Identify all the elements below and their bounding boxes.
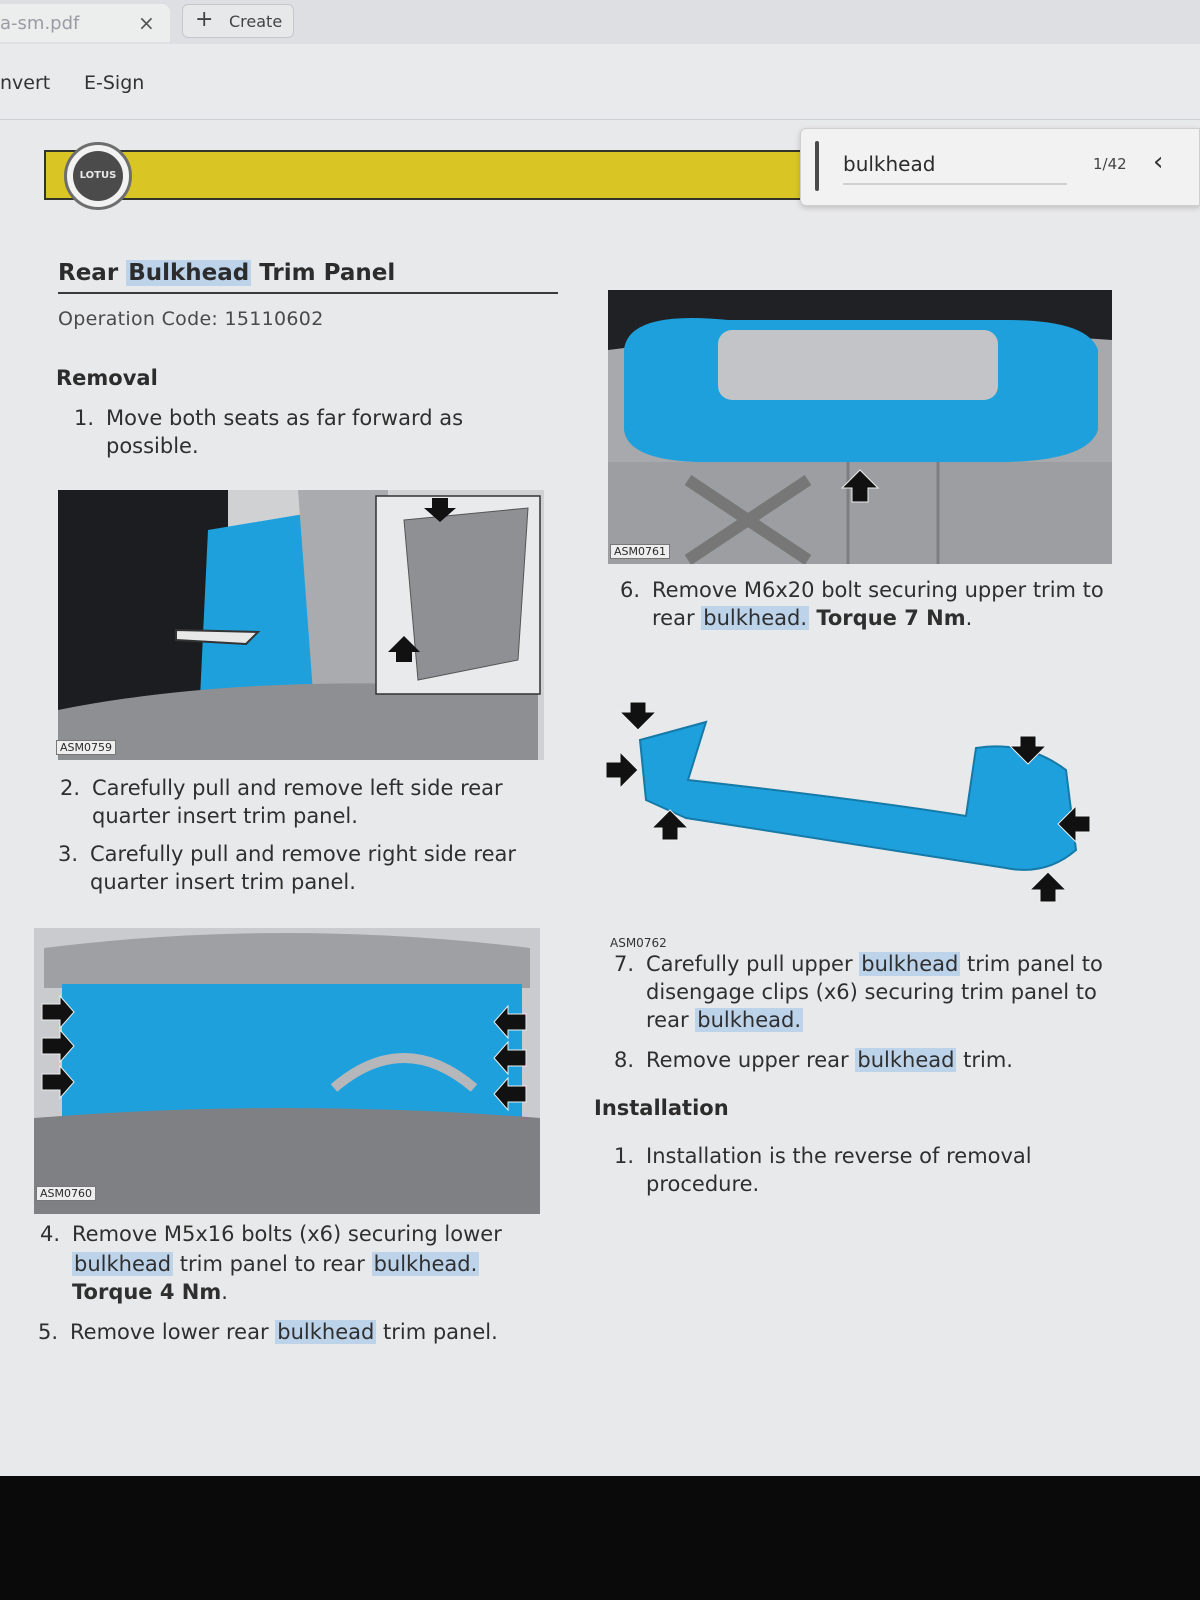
tab-document[interactable] bbox=[0, 4, 170, 42]
step-text: disengage clips (x6) securing trim panel to bbox=[646, 980, 1097, 1004]
installation-step-1 bbox=[614, 1142, 1174, 1202]
step-8 bbox=[614, 1046, 1174, 1076]
step-text-part: . bbox=[965, 606, 973, 630]
search-highlight: bulkhead. bbox=[697, 1008, 802, 1032]
step-number: 7. bbox=[614, 952, 635, 976]
close-icon[interactable]: × bbox=[138, 11, 155, 35]
plus-icon: + bbox=[195, 7, 214, 32]
search-highlight: bulkhead bbox=[857, 1048, 955, 1072]
step-text: Remove M5x16 bolts (x6) securing lower bbox=[72, 1222, 502, 1246]
step-text bbox=[646, 1046, 1013, 1074]
header-band bbox=[44, 150, 802, 200]
step-number: 8. bbox=[614, 1048, 635, 1072]
toolbar-esign[interactable]: E-Sign bbox=[84, 72, 145, 94]
step-text: possible. bbox=[106, 434, 199, 458]
toolbar-convert[interactable]: nvert bbox=[0, 72, 51, 94]
step-text bbox=[652, 604, 972, 632]
title-part: Rear bbox=[58, 260, 127, 286]
step-text-part: trim panel to rear bbox=[173, 1252, 372, 1276]
title-part: Trim Panel bbox=[251, 260, 396, 286]
step-text: quarter insert trim panel. bbox=[90, 870, 356, 894]
logo-text: LOTUS bbox=[79, 170, 117, 181]
step-text-part: trim panel. bbox=[376, 1320, 498, 1344]
tab-title[interactable]: a-sm.pdf bbox=[0, 13, 80, 34]
step-text-part: rear bbox=[646, 1008, 696, 1032]
step-4 bbox=[40, 1220, 560, 1310]
installation-heading: Installation bbox=[594, 1096, 729, 1120]
step-number: 3. bbox=[58, 842, 79, 866]
monitor-bezel bbox=[0, 1476, 1200, 1600]
logo-badge bbox=[73, 151, 123, 201]
step-text: Remove M6x20 bolt securing upper trim to bbox=[652, 578, 1104, 602]
document-page bbox=[0, 120, 1200, 1476]
step-text: Move both seats as far forward as bbox=[106, 406, 464, 430]
step-text: quarter insert trim panel. bbox=[92, 804, 358, 828]
step-text-part: rear bbox=[652, 606, 702, 630]
torque-spec: Torque 7 Nm bbox=[809, 606, 966, 630]
figure-label: ASM0760 bbox=[36, 1186, 96, 1201]
search-highlight: bulkhead. bbox=[373, 1252, 478, 1276]
figure-label: ASM0761 bbox=[610, 544, 670, 559]
find-panel bbox=[800, 128, 1200, 206]
step-text-part: . bbox=[221, 1280, 228, 1304]
figure-asm0760 bbox=[34, 928, 540, 1214]
title-rule bbox=[58, 292, 558, 294]
find-match-count: 1/42 bbox=[1093, 155, 1127, 173]
step-text bbox=[70, 1318, 498, 1346]
tab-bar bbox=[0, 0, 1200, 44]
step-text-part: Remove lower rear bbox=[70, 1320, 276, 1344]
step-7 bbox=[614, 950, 1194, 1040]
create-label: Create bbox=[229, 12, 283, 31]
step-text bbox=[72, 1278, 228, 1306]
section-title bbox=[58, 260, 395, 286]
step-text bbox=[646, 1006, 803, 1034]
step-text-part: Carefully pull upper bbox=[646, 952, 860, 976]
figure-label: ASM0759 bbox=[56, 740, 116, 755]
lotus-logo bbox=[64, 142, 132, 210]
step-5 bbox=[38, 1318, 558, 1348]
chevron-left-icon[interactable]: ‹ bbox=[1153, 147, 1164, 177]
figure-asm0761 bbox=[608, 290, 1112, 564]
figure-label: ASM0762 bbox=[610, 936, 667, 950]
step-text bbox=[72, 1250, 479, 1278]
create-button[interactable] bbox=[182, 4, 294, 38]
step-text: Installation is the reverse of removal bbox=[646, 1144, 1032, 1168]
step-3 bbox=[58, 840, 558, 900]
step-text: Carefully pull and remove left side rear bbox=[92, 776, 503, 800]
app-toolbar bbox=[0, 44, 1200, 120]
step-text bbox=[646, 950, 1103, 978]
step-number: 5. bbox=[38, 1320, 59, 1344]
search-highlight: bulkhead bbox=[861, 952, 959, 976]
removal-heading: Removal bbox=[56, 366, 158, 390]
search-highlight: bulkhead bbox=[277, 1320, 375, 1344]
step-1 bbox=[74, 404, 554, 464]
figure-asm0762 bbox=[606, 700, 1112, 922]
search-highlight: bulkhead. bbox=[703, 606, 808, 630]
find-input[interactable] bbox=[843, 145, 1067, 185]
step-6 bbox=[620, 576, 1180, 636]
step-number: 2. bbox=[60, 776, 81, 800]
step-number: 6. bbox=[620, 578, 641, 602]
figure-asm0759 bbox=[58, 490, 544, 760]
torque-spec: Torque 4 Nm bbox=[72, 1280, 222, 1304]
step-number: 1. bbox=[74, 406, 95, 430]
step-text-part: Remove upper rear bbox=[646, 1048, 856, 1072]
find-divider bbox=[815, 141, 819, 191]
step-text-part: trim panel to bbox=[960, 952, 1103, 976]
step-text-part: trim. bbox=[956, 1048, 1013, 1072]
step-text: procedure. bbox=[646, 1172, 760, 1196]
search-highlight: bulkhead bbox=[74, 1252, 172, 1276]
operation-code: Operation Code: 15110602 bbox=[58, 308, 324, 330]
step-number: 4. bbox=[40, 1222, 61, 1246]
step-number: 1. bbox=[614, 1144, 635, 1168]
step-text: Carefully pull and remove right side rear bbox=[90, 842, 516, 866]
title-highlight: Bulkhead bbox=[128, 260, 250, 286]
step-2 bbox=[60, 774, 560, 834]
